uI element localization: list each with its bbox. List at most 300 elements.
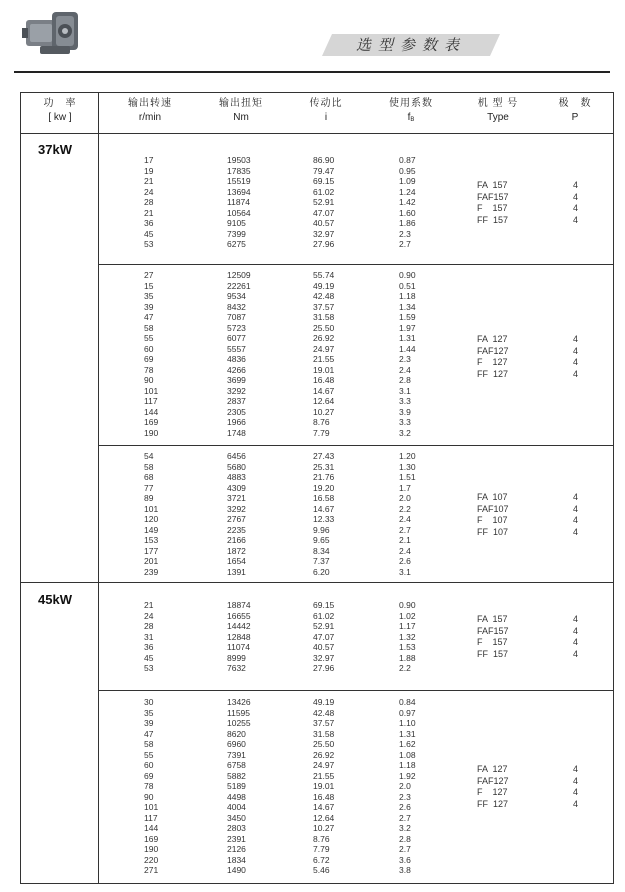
cell-fb: 1.18 [399,760,416,770]
cell-speed: 201 [144,556,159,566]
cell-speed: 101 [144,802,159,812]
cell-speed: 78 [144,364,154,375]
cell-speed: 169 [144,417,159,427]
cell-ratio: 52.91 [313,621,335,631]
cell-torque: 6456 [227,451,246,461]
cell-ratio: 24.97 [313,343,335,354]
cell-ratio: 40.57 [313,218,335,228]
cell-speed: 271 [144,865,159,875]
cell-torque: 2803 [227,823,246,833]
cell-type: FF 157 [477,214,509,225]
cell-speed: 101 [144,503,159,514]
cell-torque: 1490 [227,865,246,875]
cell-speed: 60 [144,343,154,354]
cell-fb: 1.18 [399,291,416,301]
cell-fb: 1.60 [399,207,416,218]
cell-fb: 2.3 [399,354,411,364]
cell-fb: 3.3 [399,396,411,406]
cell-speed: 55 [144,749,154,760]
col-header-service-factor: 使用系数 fB [389,98,433,123]
cell-speed: 101 [144,385,159,396]
cell-torque: 3721 [227,493,246,503]
col-header-poles: 极 数 P [558,98,592,123]
cell-speed: 69 [144,354,154,364]
cell-torque: 17835 [227,165,251,176]
page-title: 选型参数表 [355,36,466,54]
cell-fb: 3.9 [399,406,411,417]
cell-torque: 7632 [227,663,246,673]
cell-speed: 47 [144,312,154,322]
cell-ratio: 14.67 [313,802,335,812]
poles-column [573,614,578,660]
cell-speed: 24 [144,610,154,621]
cell-ratio: 16.48 [313,375,335,385]
cell-ratio: 6.72 [313,854,330,865]
cell-torque: 3292 [227,385,246,396]
cell-poles: 4 [573,191,579,202]
cell-fb: 0.97 [399,707,416,718]
cell-ratio: 42.48 [313,291,335,301]
cell-speed: 39 [144,301,154,312]
col-header-power: 功 率 [ kw ] [43,98,77,123]
cell-speed: 17 [144,155,154,165]
cell-poles: 4 [573,345,579,356]
cell-poles: 4 [573,180,579,190]
cell-torque: 6275 [227,239,246,249]
cell-speed: 24 [144,186,154,197]
cell-ratio: 12.64 [313,812,335,823]
cell-fb: 3.2 [399,823,411,833]
cell-fb: 1.53 [399,642,416,652]
cell-fb: 1.02 [399,610,416,621]
cell-speed: 53 [144,239,154,249]
cell-torque: 19503 [227,155,251,165]
cell-ratio: 47.07 [313,631,335,642]
ratio-column [313,451,334,577]
ratio-column [313,155,334,250]
cell-poles: 4 [573,787,579,797]
cell-torque: 4498 [227,791,246,802]
cell-torque: 2767 [227,514,246,524]
cell-poles: 4 [573,334,579,344]
power-column-rule [98,92,99,884]
type-column [477,614,509,660]
cell-poles: 4 [573,625,579,636]
cell-torque: 9534 [227,291,246,301]
cell-fb: 0.51 [399,280,416,291]
cell-poles: 4 [573,798,579,809]
cell-ratio: 12.64 [313,396,335,406]
cell-torque: 11595 [227,707,251,718]
cell-fb: 3.8 [399,865,411,875]
cell-fb: 2.1 [399,535,411,545]
cell-speed: 58 [144,322,154,333]
cell-type: FF 127 [477,368,509,379]
cell-torque: 8999 [227,652,246,663]
col-header-type: 机 型 号 Type [477,98,519,123]
cell-speed: 60 [144,760,154,770]
cell-speed: 35 [144,291,154,301]
torque-column [227,697,251,876]
cell-torque: 10564 [227,207,251,218]
top-rule [14,71,610,73]
cell-torque: 3699 [227,375,246,385]
cell-torque: 16655 [227,610,251,621]
cell-fb: 2.4 [399,514,411,524]
cell-fb: 2.0 [399,493,411,503]
cell-fb: 0.84 [399,697,416,707]
cell-speed: 15 [144,280,154,291]
poles-column [573,492,578,538]
cell-fb: 2.2 [399,663,411,673]
speed-column [144,155,153,250]
cell-ratio: 31.58 [313,312,335,322]
cell-speed: 19 [144,165,154,176]
cell-fb: 2.3 [399,791,411,802]
cell-torque: 14442 [227,621,251,631]
cell-type: FA 157 [477,180,508,190]
cell-fb: 2.0 [399,781,411,791]
cell-torque: 12509 [227,270,251,280]
cell-torque: 2166 [227,535,246,545]
torque-column [227,155,251,250]
cell-speed: 68 [144,472,154,482]
cell-type: FAF107 [477,503,509,514]
cell-torque: 5723 [227,322,246,333]
col-header-speed: 输出转速 r/min [128,98,172,123]
cell-fb: 0.87 [399,155,416,165]
cell-speed: 39 [144,718,154,728]
cell-ratio: 69.15 [313,600,335,610]
cell-type: F 157 [477,637,508,647]
cell-torque: 1834 [227,854,246,865]
cell-ratio: 79.47 [313,165,335,176]
cell-ratio: 49.19 [313,280,335,291]
cell-ratio: 8.34 [313,545,330,556]
cell-fb: 1.31 [399,333,416,343]
service-factor-column [399,600,416,674]
power-label: 45kW [38,592,72,607]
cell-speed: 58 [144,461,154,472]
cell-speed: 177 [144,545,159,556]
cell-speed: 21 [144,176,154,186]
cell-type: FA 157 [477,614,508,624]
cell-type: F 127 [477,787,508,797]
cell-ratio: 21.76 [313,472,335,482]
cell-speed: 28 [144,621,154,631]
cell-ratio: 7.79 [313,844,330,854]
cell-ratio: 19.20 [313,482,335,493]
cell-type: FAF157 [477,191,509,202]
cell-ratio: 12.33 [313,514,335,524]
cell-fb: 0.90 [399,600,416,610]
cell-fb: 2.6 [399,802,411,812]
cell-speed: 21 [144,207,154,218]
cell-fb: 1.59 [399,312,416,322]
cell-type: FAF157 [477,625,509,636]
cell-ratio: 7.79 [313,427,330,438]
speed-column [144,451,158,577]
cell-fb: 1.24 [399,186,416,197]
cell-speed: 69 [144,770,154,781]
cell-ratio: 37.57 [313,718,335,728]
cell-poles: 4 [573,492,579,502]
cell-ratio: 16.58 [313,493,335,503]
cell-speed: 45 [144,652,154,663]
cell-poles: 4 [573,203,579,213]
cell-torque: 2235 [227,524,246,535]
cell-torque: 4883 [227,472,246,482]
cell-torque: 6077 [227,333,246,343]
cell-ratio: 42.48 [313,707,335,718]
cell-torque: 3450 [227,812,246,823]
cell-speed: 28 [144,197,154,207]
cell-ratio: 25.50 [313,322,335,333]
cell-ratio: 19.01 [313,364,335,375]
service-factor-column [399,270,416,438]
cell-poles: 4 [573,764,579,774]
cell-fb: 1.31 [399,728,416,739]
cell-speed: 90 [144,791,154,802]
type-column [477,492,509,538]
cell-torque: 2126 [227,844,246,854]
cell-speed: 77 [144,482,154,493]
cell-torque: 7399 [227,228,246,239]
cell-ratio: 8.76 [313,833,330,844]
cell-ratio: 24.97 [313,760,335,770]
cell-ratio: 25.31 [313,461,335,472]
cell-speed: 36 [144,218,154,228]
cell-ratio: 32.97 [313,228,335,239]
cell-ratio: 5.46 [313,865,330,875]
cell-type: FF 127 [477,798,509,809]
cell-fb: 2.7 [399,239,411,249]
cell-ratio: 10.27 [313,823,335,833]
cell-speed: 144 [144,823,159,833]
col-header-ratio: 传动比 i [309,98,343,123]
cell-speed: 169 [144,833,159,844]
cell-fb: 2.8 [399,833,411,844]
cell-ratio: 55.74 [313,270,335,280]
cell-ratio: 27.43 [313,451,335,461]
col-header-torque: 输出扭矩 Nm [219,98,263,123]
cell-fb: 2.6 [399,556,411,566]
ratio-column [313,600,334,674]
cell-ratio: 25.50 [313,739,335,749]
cell-ratio: 49.19 [313,697,335,707]
cell-fb: 2.2 [399,503,411,514]
cell-fb: 3.2 [399,427,411,438]
cell-poles: 4 [573,526,579,537]
cell-ratio: 86.90 [313,155,335,165]
poles-column [573,180,578,226]
cell-poles: 4 [573,648,579,659]
cell-torque: 5557 [227,343,246,354]
cell-speed: 45 [144,228,154,239]
cell-ratio: 61.02 [313,186,335,197]
cell-poles: 4 [573,775,579,786]
cell-fb: 2.4 [399,364,411,375]
cell-fb: 3.3 [399,417,411,427]
cell-ratio: 37.57 [313,301,335,312]
cell-speed: 27 [144,270,154,280]
cell-ratio: 40.57 [313,642,335,652]
cell-ratio: 19.01 [313,781,335,791]
cell-torque: 1654 [227,556,246,566]
cell-fb: 3.6 [399,854,411,865]
cell-speed: 190 [144,844,159,854]
cell-torque: 9105 [227,218,246,228]
cell-speed: 220 [144,854,159,865]
cell-speed: 117 [144,812,158,823]
cell-ratio: 47.07 [313,207,335,218]
cell-speed: 144 [144,406,159,417]
cell-speed: 120 [144,514,159,524]
cell-torque: 15519 [227,176,251,186]
cell-ratio: 27.96 [313,239,335,249]
cell-torque: 4266 [227,364,246,375]
cell-speed: 36 [144,642,154,652]
power-divider [20,582,614,583]
cell-fb: 2.4 [399,545,411,556]
cell-type: FF 107 [477,526,509,537]
gearbox-illustration [22,6,84,60]
cell-speed: 149 [144,524,159,535]
cell-torque: 5189 [227,781,246,791]
poles-column [573,334,578,380]
cell-type: FA 107 [477,492,508,502]
type-column [477,180,509,226]
cell-speed: 190 [144,427,159,438]
cell-torque: 4309 [227,482,246,493]
cell-type: FAF127 [477,775,509,786]
cell-torque: 1966 [227,417,246,427]
cell-torque: 2305 [227,406,246,417]
cell-poles: 4 [573,614,579,624]
cell-type: FA 127 [477,334,508,344]
cell-fb: 1.86 [399,218,416,228]
cell-type: F 127 [477,357,508,367]
cell-speed: 89 [144,493,154,503]
cell-ratio: 16.48 [313,791,335,802]
cell-ratio: 9.96 [313,524,330,535]
cell-fb: 1.92 [399,770,416,781]
cell-ratio: 26.92 [313,749,335,760]
cell-speed: 58 [144,739,154,749]
cell-ratio: 7.37 [313,556,330,566]
cell-torque: 5882 [227,770,246,781]
cell-torque: 8620 [227,728,246,739]
service-factor-column [399,155,416,250]
cell-torque: 18874 [227,600,251,610]
cell-fb: 2.3 [399,228,411,239]
cell-torque: 22261 [227,280,251,291]
cell-poles: 4 [573,503,579,514]
cell-ratio: 21.55 [313,354,335,364]
cell-torque: 1391 [227,566,246,577]
cell-torque: 7087 [227,312,246,322]
cell-speed: 55 [144,333,154,343]
cell-speed: 54 [144,451,154,461]
cell-torque: 4836 [227,354,246,364]
cell-ratio: 31.58 [313,728,335,739]
cell-fb: 0.90 [399,270,416,280]
cell-speed: 78 [144,781,154,791]
type-column [477,334,509,380]
cell-fb: 2.7 [399,812,411,823]
cell-type: FA 127 [477,764,508,774]
cell-fb: 1.10 [399,718,416,728]
cell-ratio: 52.91 [313,197,335,207]
cell-torque: 11874 [227,197,251,207]
group-divider [98,690,614,691]
speed-column [144,697,158,876]
cell-fb: 2.7 [399,524,411,535]
cell-torque: 13694 [227,186,251,197]
cell-poles: 4 [573,515,579,525]
type-column [477,764,509,810]
cell-ratio: 9.65 [313,535,330,545]
cell-torque: 7391 [227,749,246,760]
cell-fb: 1.08 [399,749,416,760]
cell-speed: 239 [144,566,159,577]
torque-column [227,270,251,438]
cell-fb: 2.7 [399,844,411,854]
cell-ratio: 32.97 [313,652,335,663]
cell-ratio: 61.02 [313,610,335,621]
cell-torque: 2391 [227,833,246,844]
cell-fb: 2.8 [399,375,411,385]
cell-torque: 1872 [227,545,246,556]
cell-fb: 3.1 [399,566,411,577]
cell-ratio: 69.15 [313,176,335,186]
group-divider [98,445,614,446]
service-factor-column [399,697,416,876]
cell-fb: 1.17 [399,621,416,631]
cell-torque: 11074 [227,642,251,652]
cell-ratio: 6.20 [313,566,330,577]
cell-fb: 1.42 [399,197,416,207]
cell-torque: 2837 [227,396,246,406]
cell-ratio: 27.96 [313,663,335,673]
speed-column [144,270,158,438]
cell-ratio: 14.67 [313,503,335,514]
speed-column [144,600,153,674]
cell-ratio: 10.27 [313,406,335,417]
cell-torque: 5680 [227,461,246,472]
cell-ratio: 21.55 [313,770,335,781]
cell-torque: 10255 [227,718,251,728]
cell-fb: 1.20 [399,451,416,461]
cell-torque: 4004 [227,802,246,812]
cell-fb: 1.7 [399,482,411,493]
cell-torque: 12848 [227,631,251,642]
cell-speed: 90 [144,375,154,385]
cell-speed: 35 [144,707,154,718]
cell-torque: 13426 [227,697,251,707]
ratio-column [313,697,334,876]
cell-torque: 1748 [227,427,246,438]
poles-column [573,764,578,810]
cell-fb: 1.62 [399,739,416,749]
torque-column [227,600,251,674]
power-label: 37kW [38,142,72,157]
cell-speed: 31 [144,631,154,642]
cell-fb: 1.51 [399,472,416,482]
cell-poles: 4 [573,637,579,647]
cell-type: FF 157 [477,648,509,659]
cell-speed: 30 [144,697,154,707]
